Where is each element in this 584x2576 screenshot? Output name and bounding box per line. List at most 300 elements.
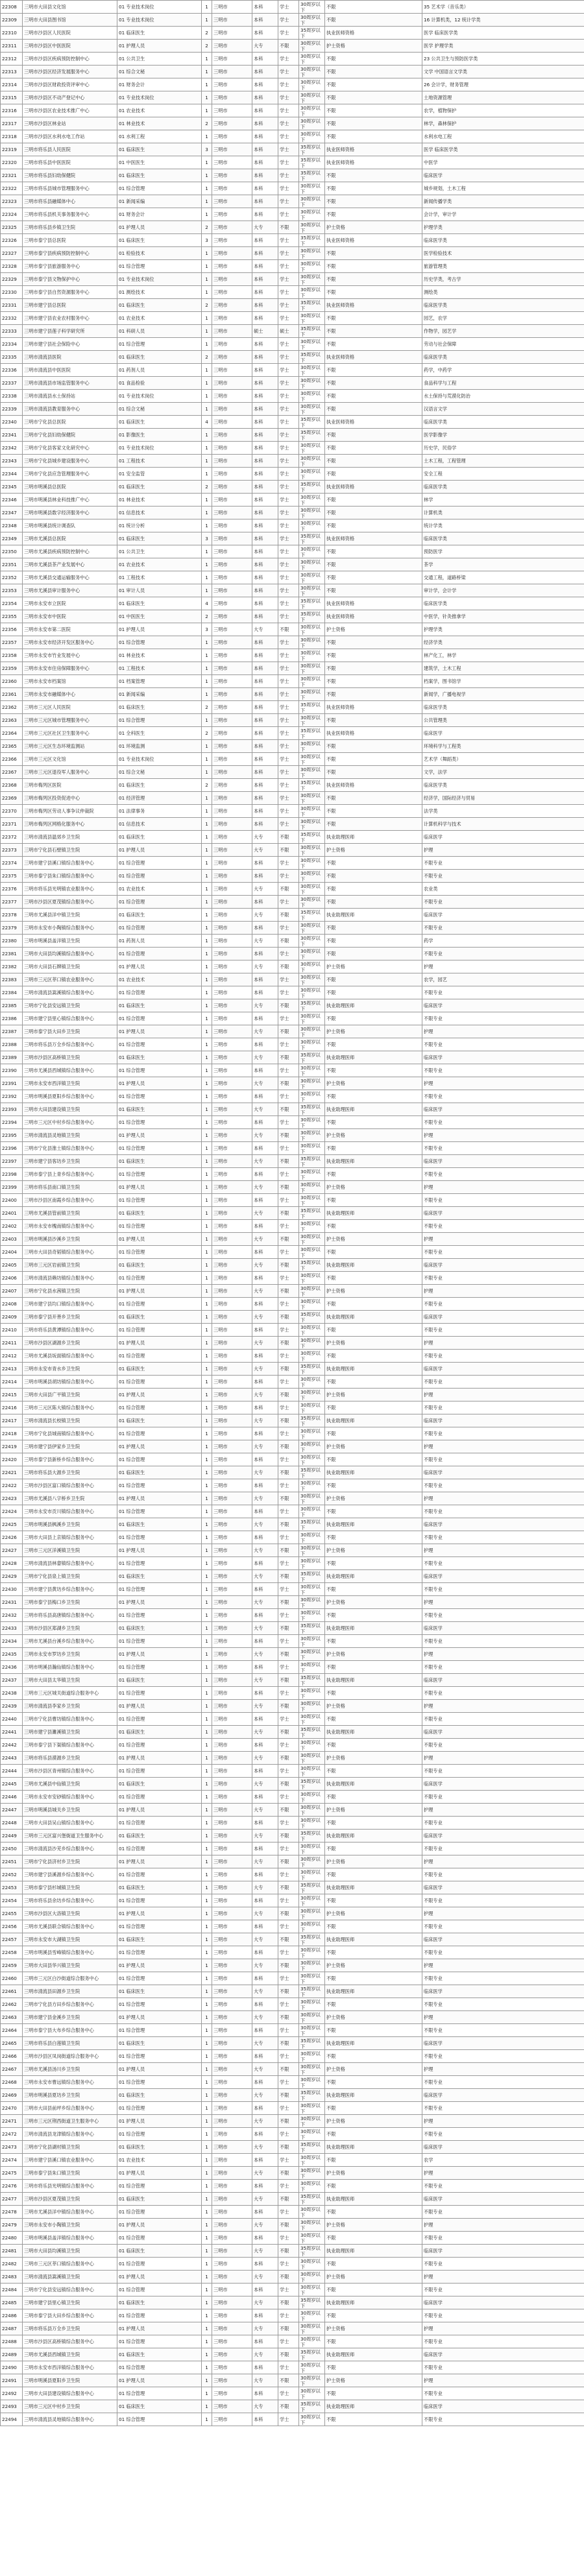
requirement-cell: 不限 [325, 714, 422, 727]
requirement-cell: 执业助理医师 [325, 1414, 422, 1427]
major-cell: 护理 [422, 1907, 584, 1920]
table-row [1, 1804, 584, 1817]
headcount-cell: 1 [202, 1985, 212, 1998]
age-limit-cell: 30周岁以下 [299, 662, 325, 675]
region-cell: 三明市 [212, 1907, 252, 1920]
degree-cell: 不限 [278, 1285, 299, 1298]
region-cell: 三明市 [212, 2089, 252, 2102]
position-code-cell: 22481 [1, 2245, 23, 2258]
headcount-cell: 1 [202, 1129, 212, 1142]
education-cell: 大专 [252, 1077, 278, 1090]
degree-cell: 不限 [278, 1025, 299, 1038]
headcount-cell: 1 [202, 1557, 212, 1570]
employer-name-cell: 三明市永安市小陶镇综合服务中心 [23, 922, 117, 935]
major-cell: 临床医学 [422, 2141, 584, 2154]
education-cell: 本科 [252, 117, 278, 130]
position-name-cell: 01 临床医生 [117, 2400, 202, 2413]
major-cell: 护理 [422, 1389, 584, 1401]
position-name-cell: 01 综合文秘 [117, 766, 202, 779]
position-code-cell: 22438 [1, 1687, 23, 1700]
employer-name-cell: 三明市将乐县人民医院 [23, 143, 117, 156]
major-cell: 不限专业 [422, 1012, 584, 1025]
position-name-cell: 01 护理人员 [117, 2374, 202, 2387]
major-cell: 护理 [422, 1959, 584, 1972]
major-cell: 不限专业 [422, 896, 584, 909]
table-row [1, 1492, 584, 1505]
requirement-cell: 不限 [325, 922, 422, 935]
region-cell: 三明市 [212, 597, 252, 610]
position-code-cell: 22383 [1, 973, 23, 986]
table-row [1, 597, 584, 610]
employer-name-cell: 三明市清流县长校镇卫生院 [23, 1414, 117, 1427]
age-limit-cell: 35周岁以下 [299, 156, 325, 169]
table-row [1, 1233, 584, 1246]
degree-cell: 不限 [278, 2167, 299, 2180]
table-row [1, 1583, 584, 1596]
position-code-cell: 22391 [1, 1077, 23, 1090]
age-limit-cell: 30周岁以下 [299, 558, 325, 571]
employer-name-cell: 三明市大田县吴山镇综合服务中心 [23, 1817, 117, 1830]
table-row [1, 922, 584, 935]
position-code-cell: 22382 [1, 960, 23, 973]
table-row [1, 1466, 584, 1479]
region-cell: 三明市 [212, 1674, 252, 1687]
employer-name-cell: 三明市清流县灵地镇综合服务中心 [23, 2413, 117, 2426]
requirement-cell: 不限 [325, 91, 422, 104]
degree-cell: 学士 [278, 584, 299, 597]
position-name-cell: 01 专业技术岗位 [117, 14, 202, 27]
degree-cell: 不限 [278, 1907, 299, 1920]
requirement-cell: 执业助理医师 [325, 2193, 422, 2206]
position-code-cell: 22472 [1, 2128, 23, 2141]
region-cell: 三明市 [212, 234, 252, 247]
degree-cell: 学士 [278, 2258, 299, 2271]
headcount-cell: 1 [202, 2232, 212, 2245]
employer-name-cell: 三明市宁化县客家文化研究中心 [23, 442, 117, 455]
table-row [1, 1959, 584, 1972]
region-cell: 三明市 [212, 973, 252, 986]
position-code-cell: 22316 [1, 104, 23, 117]
age-limit-cell: 30周岁以下 [299, 857, 325, 870]
position-code-cell: 22470 [1, 2102, 23, 2115]
employer-name-cell: 三明市三元区莘口镇农业服务中心 [23, 973, 117, 986]
major-cell: 药学 [422, 935, 584, 948]
education-cell: 本科 [252, 973, 278, 986]
region-cell: 三明市 [212, 1194, 252, 1207]
education-cell: 本科 [252, 260, 278, 273]
major-cell: 不限专业 [422, 857, 584, 870]
degree-cell: 学士 [278, 338, 299, 351]
requirement-cell: 不限 [325, 1298, 422, 1311]
table-row [1, 1868, 584, 1881]
age-limit-cell: 30周岁以下 [299, 1843, 325, 1855]
degree-cell: 学士 [278, 1168, 299, 1181]
headcount-cell: 1 [202, 1453, 212, 1466]
requirement-cell: 不限 [325, 2076, 422, 2089]
table-row [1, 1064, 584, 1077]
degree-cell: 学士 [278, 286, 299, 299]
age-limit-cell: 30周岁以下 [299, 312, 325, 325]
degree-cell: 学士 [278, 208, 299, 221]
position-code-cell: 22479 [1, 2219, 23, 2232]
position-name-cell: 01 农业技术 [117, 558, 202, 571]
age-limit-cell: 30周岁以下 [299, 1544, 325, 1557]
employer-name-cell: 三明市将乐县黄潭镇综合服务中心 [23, 1324, 117, 1337]
major-cell: 不限专业 [422, 1531, 584, 1544]
region-cell: 三明市 [212, 2037, 252, 2050]
table-row [1, 2245, 584, 2258]
requirement-cell: 不限 [325, 1868, 422, 1881]
requirement-cell: 不限 [325, 1142, 422, 1155]
headcount-cell: 1 [202, 2284, 212, 2296]
age-limit-cell: 35周岁以下 [299, 1518, 325, 1531]
table-row [1, 2128, 584, 2141]
education-cell: 本科 [252, 857, 278, 870]
table-row [1, 1350, 584, 1363]
table-row [1, 351, 584, 364]
major-cell: 不限专业 [422, 2102, 584, 2115]
headcount-cell: 1 [202, 2141, 212, 2154]
major-cell: 土地资源管理 [422, 91, 584, 104]
headcount-cell: 1 [202, 1207, 212, 1220]
major-cell: 不限专业 [422, 1609, 584, 1622]
employer-name-cell: 三明市宁化县泉上镇卫生院 [23, 1570, 117, 1583]
education-cell: 本科 [252, 519, 278, 532]
education-cell: 大专 [252, 221, 278, 234]
degree-cell: 学士 [278, 675, 299, 688]
headcount-cell: 1 [202, 1739, 212, 1752]
employer-name-cell: 三明市宁化县淮土镇综合服务中心 [23, 1142, 117, 1155]
age-limit-cell: 30周岁以下 [299, 1427, 325, 1440]
education-cell: 本科 [252, 1376, 278, 1389]
requirement-cell: 护士资格 [325, 2063, 422, 2076]
degree-cell: 学士 [278, 1868, 299, 1881]
age-limit-cell: 30周岁以下 [299, 1492, 325, 1505]
major-cell: 临床医学 [422, 1570, 584, 1583]
position-name-cell: 01 检验技术 [117, 247, 202, 260]
region-cell: 三明市 [212, 364, 252, 377]
requirement-cell: 护士资格 [325, 1233, 422, 1246]
position-code-cell: 22434 [1, 1635, 23, 1648]
requirement-cell: 不限 [325, 195, 422, 208]
position-code-cell: 22308 [1, 1, 23, 14]
position-name-cell: 01 综合管理 [117, 1635, 202, 1648]
position-name-cell: 01 综合管理 [117, 1246, 202, 1259]
region-cell: 三明市 [212, 935, 252, 948]
position-code-cell: 22376 [1, 883, 23, 896]
position-name-cell: 01 临床医生 [117, 27, 202, 40]
degree-cell: 硕士 [278, 325, 299, 338]
major-cell: 农学，植物保护 [422, 104, 584, 117]
headcount-cell: 1 [202, 805, 212, 818]
region-cell: 三明市 [212, 1492, 252, 1505]
major-cell: 不限专业 [422, 1817, 584, 1830]
position-code-cell: 22413 [1, 1363, 23, 1376]
age-limit-cell: 30周岁以下 [299, 1142, 325, 1155]
employer-name-cell: 三明市三元区莘口镇综合服务中心 [23, 2258, 117, 2271]
table-row [1, 1531, 584, 1544]
region-cell: 三明市 [212, 416, 252, 429]
education-cell: 本科 [252, 182, 278, 195]
requirement-cell: 执业助理医师 [325, 1778, 422, 1791]
region-cell: 三明市 [212, 1609, 252, 1622]
table-row [1, 1272, 584, 1285]
major-cell: 临床医学 [422, 727, 584, 740]
age-limit-cell: 30周岁以下 [299, 1220, 325, 1233]
employer-name-cell: 三明市将乐县漠源乡卫生院 [23, 1752, 117, 1765]
employer-name-cell: 三明市三元区白沙街道综合服务中心 [23, 1972, 117, 1985]
major-cell: 水土保持与荒漠化防治 [422, 390, 584, 403]
age-limit-cell: 30周岁以下 [299, 1285, 325, 1298]
position-code-cell: 22313 [1, 66, 23, 78]
employer-name-cell: 三明市尤溪县疾病预防控制中心 [23, 545, 117, 558]
education-cell: 本科 [252, 195, 278, 208]
employer-name-cell: 三明市大田县奇韬镇综合服务中心 [23, 1246, 117, 1259]
headcount-cell: 1 [202, 1700, 212, 1713]
education-cell: 大专 [252, 831, 278, 844]
requirement-cell: 执业医师资格 [325, 779, 422, 792]
table-row [1, 1609, 584, 1622]
position-name-cell: 01 临床医生 [117, 1466, 202, 1479]
position-code-cell: 22366 [1, 753, 23, 766]
position-name-cell: 01 临床医生 [117, 1674, 202, 1687]
degree-cell: 学士 [278, 532, 299, 545]
table-row [1, 805, 584, 818]
degree-cell: 不限 [278, 909, 299, 922]
position-name-cell: 01 综合管理 [117, 1817, 202, 1830]
headcount-cell: 2 [202, 481, 212, 494]
region-cell: 三明市 [212, 1778, 252, 1791]
table-row [1, 2193, 584, 2206]
position-name-cell: 01 临床医生 [117, 1830, 202, 1843]
degree-cell: 学士 [278, 1194, 299, 1207]
region-cell: 三明市 [212, 2258, 252, 2271]
employer-name-cell: 三明市梅列区网格化服务中心 [23, 818, 117, 831]
region-cell: 三明市 [212, 688, 252, 701]
requirement-cell: 不限 [325, 2387, 422, 2400]
requirement-cell: 不限 [325, 2102, 422, 2115]
major-cell: 临床医学 [422, 831, 584, 844]
table-row [1, 1440, 584, 1453]
degree-cell: 不限 [278, 2011, 299, 2024]
table-row [1, 78, 584, 91]
age-limit-cell: 30周岁以下 [299, 2167, 325, 2180]
region-cell: 三明市 [212, 104, 252, 117]
requirement-cell: 不限 [325, 2180, 422, 2193]
region-cell: 三明市 [212, 2232, 252, 2245]
age-limit-cell: 30周岁以下 [299, 1194, 325, 1207]
education-cell: 本科 [252, 299, 278, 312]
headcount-cell: 1 [202, 1635, 212, 1648]
employer-name-cell: 三明市尤溪县联合镇综合服务中心 [23, 1920, 117, 1933]
degree-cell: 学士 [278, 1272, 299, 1285]
age-limit-cell: 30周岁以下 [299, 519, 325, 532]
position-code-cell: 22421 [1, 1466, 23, 1479]
position-code-cell: 22494 [1, 2413, 23, 2426]
region-cell: 三明市 [212, 494, 252, 507]
age-limit-cell: 35周岁以下 [299, 1726, 325, 1739]
table-row [1, 1401, 584, 1414]
age-limit-cell: 30周岁以下 [299, 377, 325, 390]
education-cell: 本科 [252, 247, 278, 260]
age-limit-cell: 35周岁以下 [299, 1363, 325, 1376]
table-row [1, 610, 584, 623]
headcount-cell: 1 [202, 1012, 212, 1025]
employer-name-cell: 三明市尤溪县总医院 [23, 532, 117, 545]
education-cell: 大专 [252, 2271, 278, 2284]
position-name-cell: 01 经济管理 [117, 792, 202, 805]
age-limit-cell: 30周岁以下 [299, 1998, 325, 2011]
table-row [1, 2089, 584, 2102]
major-cell: 护理 [422, 2219, 584, 2232]
position-name-cell: 01 临床医生 [117, 701, 202, 714]
position-name-cell: 01 综合管理 [117, 1376, 202, 1389]
table-row [1, 1687, 584, 1700]
age-limit-cell: 30周岁以下 [299, 649, 325, 662]
education-cell: 大专 [252, 1311, 278, 1324]
position-name-cell: 01 临床医生 [117, 2348, 202, 2361]
position-name-cell: 01 综合管理 [117, 2102, 202, 2115]
region-cell: 三明市 [212, 2374, 252, 2387]
major-cell: 城乡规划，土木工程 [422, 182, 584, 195]
major-cell: 不限专业 [422, 1557, 584, 1570]
degree-cell: 不限 [278, 1389, 299, 1401]
position-code-cell: 22363 [1, 714, 23, 727]
table-row [1, 1129, 584, 1142]
headcount-cell: 1 [202, 1, 212, 14]
table-row [1, 753, 584, 766]
requirement-cell: 不限 [325, 883, 422, 896]
position-name-cell: 01 综合管理 [117, 922, 202, 935]
headcount-cell: 1 [202, 2167, 212, 2180]
table-row [1, 442, 584, 455]
age-limit-cell: 35周岁以下 [299, 299, 325, 312]
education-cell: 本科 [252, 1972, 278, 1985]
age-limit-cell: 30周岁以下 [299, 896, 325, 909]
table-row [1, 1946, 584, 1959]
age-limit-cell: 30周岁以下 [299, 545, 325, 558]
position-name-cell: 01 护理人员 [117, 1804, 202, 1817]
age-limit-cell: 30周岁以下 [299, 2024, 325, 2037]
employer-name-cell: 三明市沙县区青州镇综合服务中心 [23, 1765, 117, 1778]
age-limit-cell: 30周岁以下 [299, 1337, 325, 1350]
requirement-cell: 不限 [325, 1505, 422, 1518]
education-cell: 本科 [252, 610, 278, 623]
position-code-cell: 22356 [1, 623, 23, 636]
region-cell: 三明市 [212, 429, 252, 442]
position-name-cell: 01 信息技术 [117, 507, 202, 519]
age-limit-cell: 30周岁以下 [299, 1894, 325, 1907]
age-limit-cell: 30周岁以下 [299, 1817, 325, 1830]
degree-cell: 学士 [278, 53, 299, 66]
education-cell: 本科 [252, 922, 278, 935]
age-limit-cell: 30周岁以下 [299, 1868, 325, 1881]
region-cell: 三明市 [212, 1440, 252, 1453]
region-cell: 三明市 [212, 857, 252, 870]
table-row [1, 1181, 584, 1194]
education-cell: 大专 [252, 2219, 278, 2232]
age-limit-cell: 30周岁以下 [299, 442, 325, 455]
education-cell: 大专 [252, 1674, 278, 1687]
degree-cell: 学士 [278, 1894, 299, 1907]
major-cell: 文学，法学 [422, 766, 584, 779]
position-code-cell: 22462 [1, 1998, 23, 2011]
degree-cell: 学士 [278, 442, 299, 455]
region-cell: 三明市 [212, 1453, 252, 1466]
requirement-cell: 执业助理医师 [325, 1985, 422, 1998]
requirement-cell: 不限 [325, 792, 422, 805]
requirement-cell: 不限 [325, 753, 422, 766]
position-name-cell: 01 审计人员 [117, 584, 202, 597]
position-code-cell: 22333 [1, 325, 23, 338]
major-cell: 不限专业 [422, 1064, 584, 1077]
table-row [1, 247, 584, 260]
age-limit-cell: 35周岁以下 [299, 2296, 325, 2309]
position-code-cell: 22393 [1, 1103, 23, 1116]
major-cell: 临床医学 [422, 2400, 584, 2413]
table-row [1, 1894, 584, 1907]
education-cell: 大专 [252, 1985, 278, 1998]
degree-cell: 学士 [278, 416, 299, 429]
position-name-cell: 01 护理人员 [117, 1077, 202, 1090]
employer-name-cell: 三明市将乐县妇幼保健院 [23, 169, 117, 182]
employer-name-cell: 三明市清流县赖坊镇综合服务中心 [23, 1272, 117, 1285]
position-code-cell: 22365 [1, 740, 23, 753]
position-name-cell: 01 综合管理 [117, 1401, 202, 1414]
headcount-cell: 1 [202, 948, 212, 960]
age-limit-cell: 30周岁以下 [299, 130, 325, 143]
age-limit-cell: 30周岁以下 [299, 1025, 325, 1038]
region-cell: 三明市 [212, 247, 252, 260]
position-name-cell: 01 临床医生 [117, 1259, 202, 1272]
age-limit-cell: 30周岁以下 [299, 1765, 325, 1778]
position-code-cell: 22423 [1, 1492, 23, 1505]
education-cell: 本科 [252, 130, 278, 143]
degree-cell: 学士 [278, 1661, 299, 1674]
region-cell: 三明市 [212, 1570, 252, 1583]
degree-cell: 学士 [278, 1609, 299, 1622]
major-cell: 临床医学类 [422, 416, 584, 429]
employer-name-cell: 三明市三元区人民医院 [23, 701, 117, 714]
education-cell: 本科 [252, 1739, 278, 1752]
employer-name-cell: 三明市泰宁县总医院 [23, 234, 117, 247]
major-cell: 不限专业 [422, 2335, 584, 2348]
requirement-cell: 不限 [325, 338, 422, 351]
region-cell: 三明市 [212, 91, 252, 104]
employer-name-cell: 三明市沙县区南霞乡综合服务中心 [23, 1194, 117, 1207]
major-cell: 中医学 [422, 156, 584, 169]
position-code-cell: 22485 [1, 2296, 23, 2309]
position-name-cell: 01 环境监测 [117, 740, 202, 753]
headcount-cell: 1 [202, 1855, 212, 1868]
employer-name-cell: 三明市将乐县万全乡综合服务中心 [23, 1038, 117, 1051]
age-limit-cell: 30周岁以下 [299, 675, 325, 688]
employer-name-cell: 三明市沙县区财政投资评审中心 [23, 78, 117, 91]
major-cell: 护理 [422, 1129, 584, 1142]
degree-cell: 不限 [278, 1207, 299, 1220]
major-cell: 药学，中药学 [422, 364, 584, 377]
position-code-cell: 22473 [1, 2141, 23, 2154]
position-code-cell: 22460 [1, 1972, 23, 1985]
requirement-cell: 不限 [325, 208, 422, 221]
headcount-cell: 1 [202, 883, 212, 896]
position-name-cell: 01 临床医生 [117, 779, 202, 792]
table-row [1, 948, 584, 960]
position-code-cell: 22461 [1, 1985, 23, 1998]
position-code-cell: 22312 [1, 53, 23, 66]
major-cell: 茶学 [422, 558, 584, 571]
education-cell: 大专 [252, 1259, 278, 1272]
